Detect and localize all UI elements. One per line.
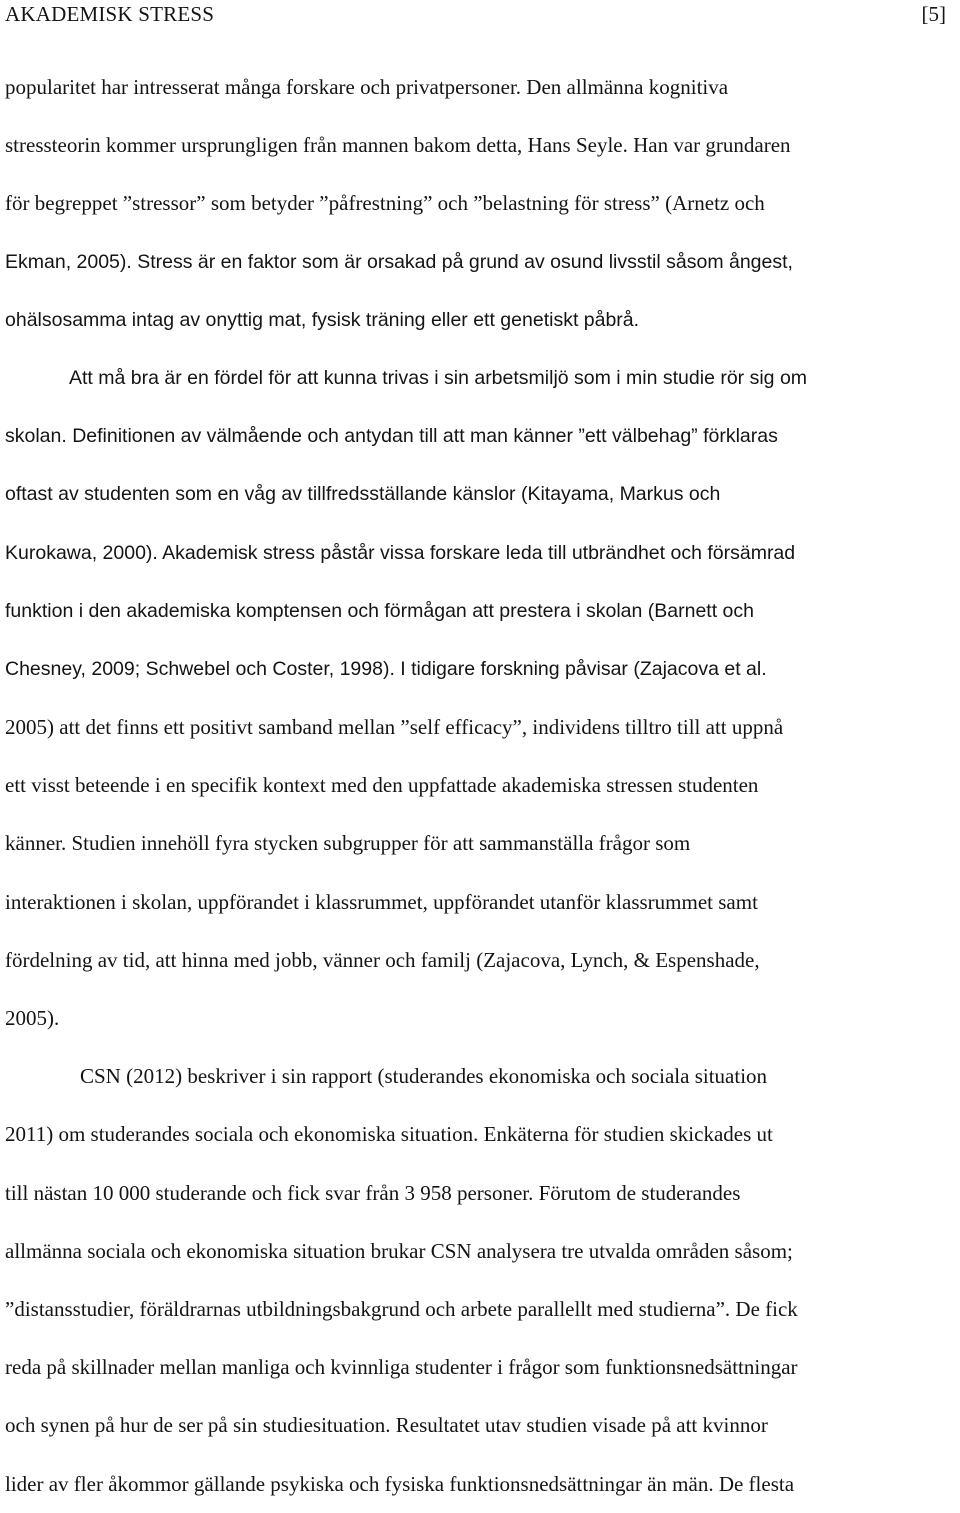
text-line: stressteorin kommer ursprungligen från mannen bakom detta, Hans Seyle. Han var grundaren (5, 133, 791, 158)
text-line: och synen på hur de ser på sin studiesituation. Resultatet utav studien visade på att kvinnor (5, 1413, 768, 1438)
text-line: ”distansstudier, föräldrarnas utbildningsbakgrund och arbete parallellt med studierna”. De fick (5, 1296, 798, 1321)
text-line: lider av fler åkommor gällande psykiska och fysiska funktionsnedsättningar än män. De flesta (5, 1471, 795, 1496)
running-header (5, 0, 946, 30)
paragraph-csn-report (5, 1047, 958, 1513)
body-text (5, 58, 958, 1513)
paragraph-wellbeing (5, 349, 958, 1047)
text-line: 2011) om studerandes sociala och ekonomiska situation. Enkäterna för studien skickades ut (5, 1122, 773, 1147)
text-line: fördelning av tid, att hinna med jobb, vänner och familj (Zajacova, Lynch, & Espenshade, (5, 947, 760, 972)
text-line: 2005) att det finns ett positivt samband mellan ”self efficacy”, individens tilltro till att uppnå (5, 715, 784, 740)
text-line: ett visst beteende i en specifik kontext med den uppfattade akademiska stressen studenten (5, 773, 759, 798)
running-header-title: AKADEMISK STRESS (5, 2, 215, 26)
text-line: allmänna sociala och ekonomiska situation brukar CSN analysera tre utvalda områden såsom; (5, 1238, 793, 1263)
text-line: till nästan 10 000 studerande och fick svar från 3 958 personer. Förutom de studerandes (5, 1180, 741, 1205)
text-line: popularitet har intresserat många forskare och privatpersoner. Den allmänna kognitiva (5, 75, 729, 99)
text-line: känner. Studien innehöll fyra stycken subgrupper för att sammanställa frågor som (5, 831, 691, 856)
text-line: för begreppet ”stressor” som betyder ”påfrestning” och ”belastning för stress” (Arnetz och (5, 191, 765, 216)
text-line: oftast av studenten som en våg av tillfredsställande känslor (Kitayama, Markus och (5, 483, 721, 506)
text-line: 2005). (5, 1006, 60, 1030)
text-line: Att må bra är en fördel för att kunna trivas i sin arbetsmiljö som i min studie rör sig om (69, 366, 808, 389)
text-line: ohälsosamma intag av onyttig mat, fysisk träning eller ett genetiskt påbrå. (5, 308, 640, 331)
text-line: interaktionen i skolan, uppförandet i klassrummet, uppförandet utanför klassrummet samt (5, 889, 758, 914)
text-line: skolan. Definitionen av välmående och antydan till att man känner ”ett välbehag” förklaras (5, 425, 778, 448)
text-line: CSN (2012) beskriver i sin rapport (studerandes ekonomiska och sociala situation (80, 1064, 768, 1089)
page-number: [5] (921, 2, 946, 26)
paragraph-stress-theory (5, 58, 958, 349)
text-line: funktion i den akademiska komptensen och förmågan att prestera i skolan (Barnett och (5, 599, 754, 622)
text-line: Chesney, 2009; Schwebel och Coster, 1998). I tidigare forskning påvisar (Zajacova et al. (5, 657, 767, 680)
text-line: Ekman, 2005). Stress är en faktor som är orsakad på grund av osund livsstil såsom ångest, (5, 250, 793, 273)
text-line: Kurokawa, 2000). Akademisk stress påstår vissa forskare leda till utbrändhet och försämrad (5, 541, 796, 564)
text-line: reda på skillnader mellan manliga och kvinnliga studenter i frågor som funktionsnedsättningar (5, 1355, 798, 1380)
